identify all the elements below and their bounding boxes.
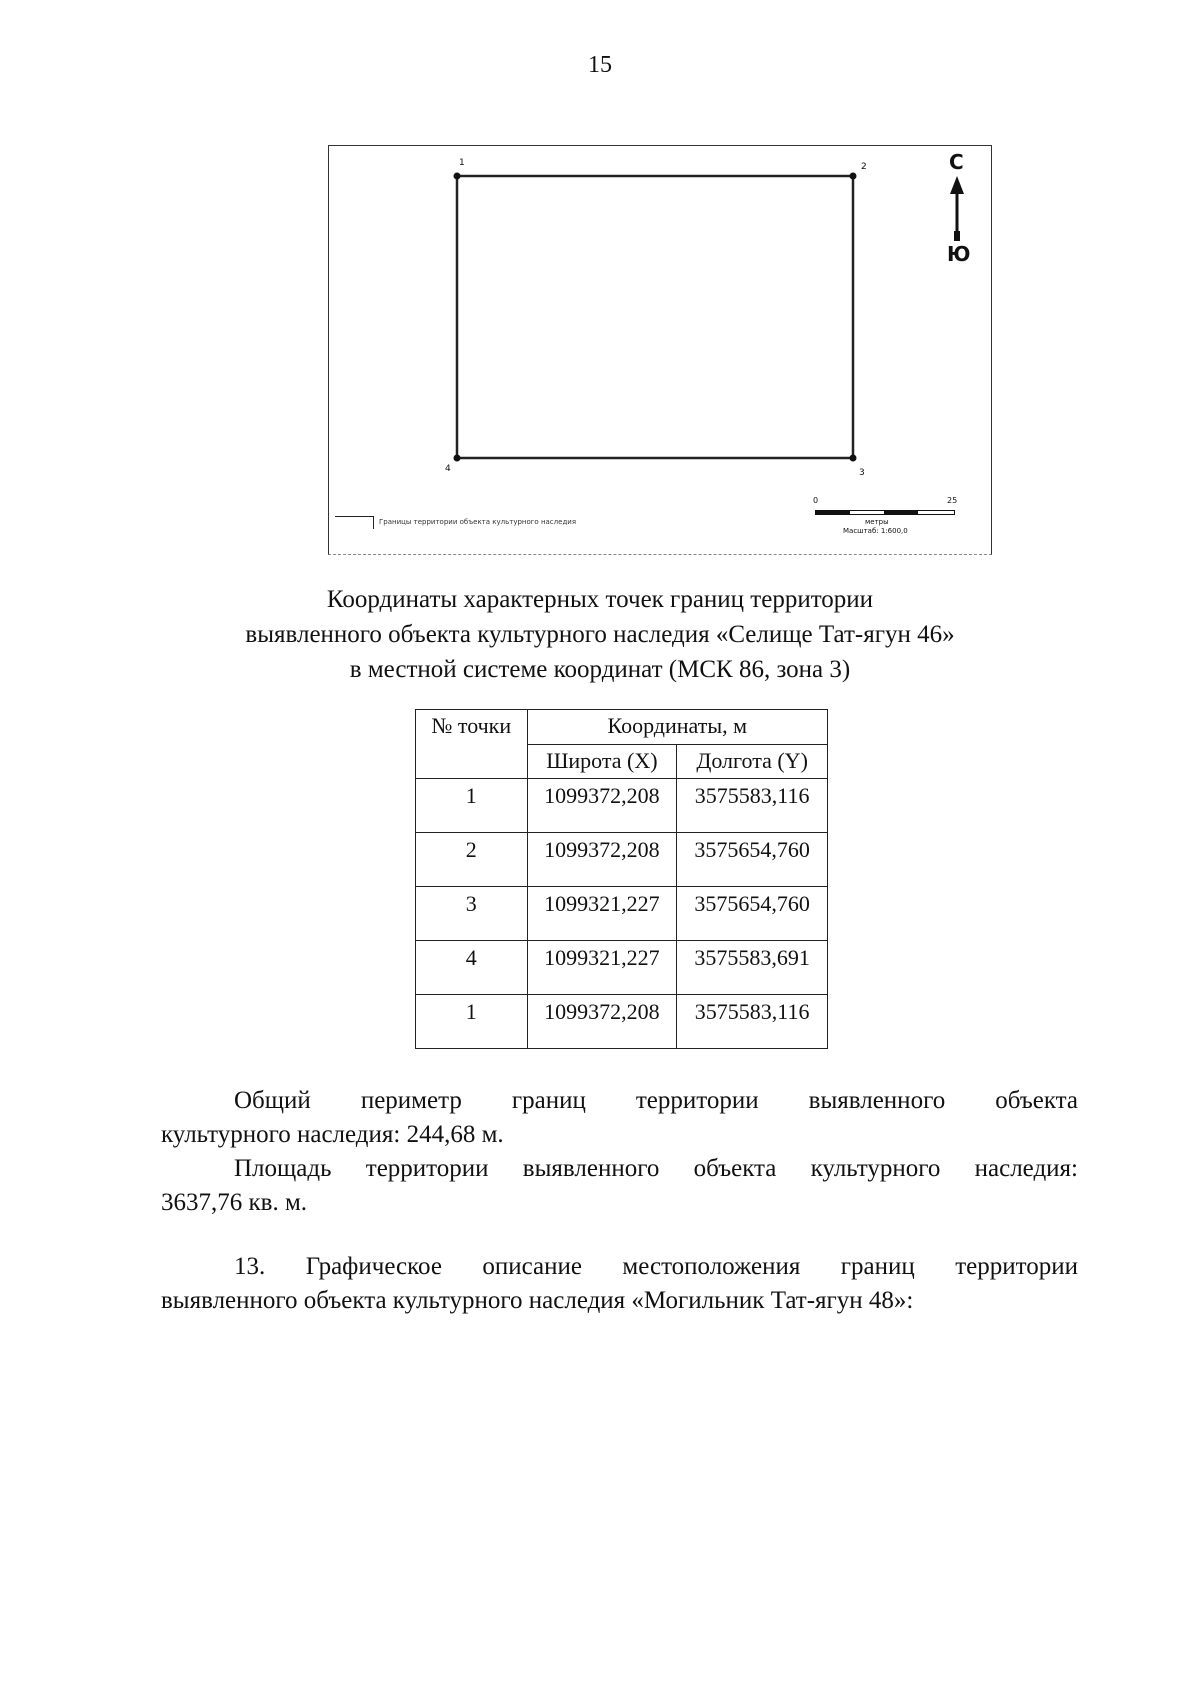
map-drawing: [329, 146, 991, 554]
cell-point: 4: [416, 941, 528, 995]
boundary-point-3: [850, 455, 857, 462]
scale-bar-track: [815, 510, 955, 515]
table-row: [416, 887, 828, 941]
text-line: 13. Графическое описание местоположения границ территории: [234, 1253, 1078, 1280]
point-label-4: 4: [445, 464, 451, 474]
text-line: Общий периметр границ территории выявленного объекта: [234, 1087, 1078, 1114]
point-label-2: 2: [861, 162, 867, 172]
table-row: [416, 941, 828, 995]
north-label: С: [949, 150, 964, 174]
cell-point: 2: [416, 833, 528, 887]
legend-text: Границы территории объекта культурного наследия: [379, 518, 577, 526]
scale-end-label: 25: [947, 496, 958, 505]
cell-y: 3575654,760: [677, 887, 828, 941]
cell-x: 1099372,208: [527, 995, 677, 1049]
boundary-point-1: [454, 173, 461, 180]
text-line: Площадь территории выявленного объекта культурного наследия:: [234, 1155, 1078, 1182]
coordinates-table: [415, 709, 828, 1049]
header-coordinates: Координаты, м: [527, 710, 827, 745]
page-number: 15: [588, 52, 612, 78]
cell-point: 3: [416, 887, 528, 941]
table-row: [416, 995, 828, 1049]
text-line: культурного наследия: 244,68 м.: [161, 1121, 504, 1148]
scale-units: метры: [865, 518, 889, 526]
scale-start-label: 0: [813, 496, 819, 505]
point-label-1: 1: [459, 158, 465, 168]
header-point-number: № точки: [416, 710, 528, 779]
boundary-point-2: [850, 173, 857, 180]
south-label: Ю: [947, 242, 971, 266]
cell-y: 3575583,116: [677, 779, 828, 833]
cell-x: 1099321,227: [527, 887, 677, 941]
area-paragraph: [161, 1152, 1078, 1220]
header-longitude: Долгота (Y): [677, 745, 828, 779]
item-13-paragraph: [161, 1250, 1078, 1318]
boundary-polygon: [457, 176, 853, 458]
cell-x: 1099372,208: [527, 833, 677, 887]
cell-x: 1099372,208: [527, 779, 677, 833]
scale-segment: [816, 511, 850, 514]
boundary-map: [328, 145, 992, 555]
text-line: выявленного объекта культурного наследия «Могильник Тат-ягун 48»:: [161, 1287, 914, 1314]
cell-y: 3575583,116: [677, 995, 828, 1049]
cell-y: 3575583,691: [677, 941, 828, 995]
cell-y: 3575654,760: [677, 833, 828, 887]
cell-point: 1: [416, 779, 528, 833]
scale-segment: [884, 511, 918, 514]
scale-bar: [813, 496, 958, 536]
cell-point: 1: [416, 995, 528, 1049]
cell-x: 1099321,227: [527, 941, 677, 995]
boundary-point-4: [454, 455, 461, 462]
table-row: [416, 833, 828, 887]
text-line: 3637,76 кв. м.: [161, 1189, 308, 1216]
caption-line: в местной системе координат (МСК 86, зона 3): [349, 656, 851, 683]
legend-line-icon: [335, 516, 374, 529]
north-arrow-icon: [950, 176, 964, 241]
coordinates-caption: [0, 582, 1200, 687]
perimeter-paragraph: [161, 1084, 1078, 1152]
caption-line: выявленного объекта культурного наследия «Селище Тат-ягун 46»: [245, 621, 955, 648]
caption-line: Координаты характерных точек границ территории: [326, 586, 874, 613]
header-latitude: Широта (X): [527, 745, 677, 779]
scale-ratio: Масштаб: 1:600,0: [843, 527, 908, 535]
point-label-3: 3: [859, 468, 865, 478]
table-row: [416, 779, 828, 833]
